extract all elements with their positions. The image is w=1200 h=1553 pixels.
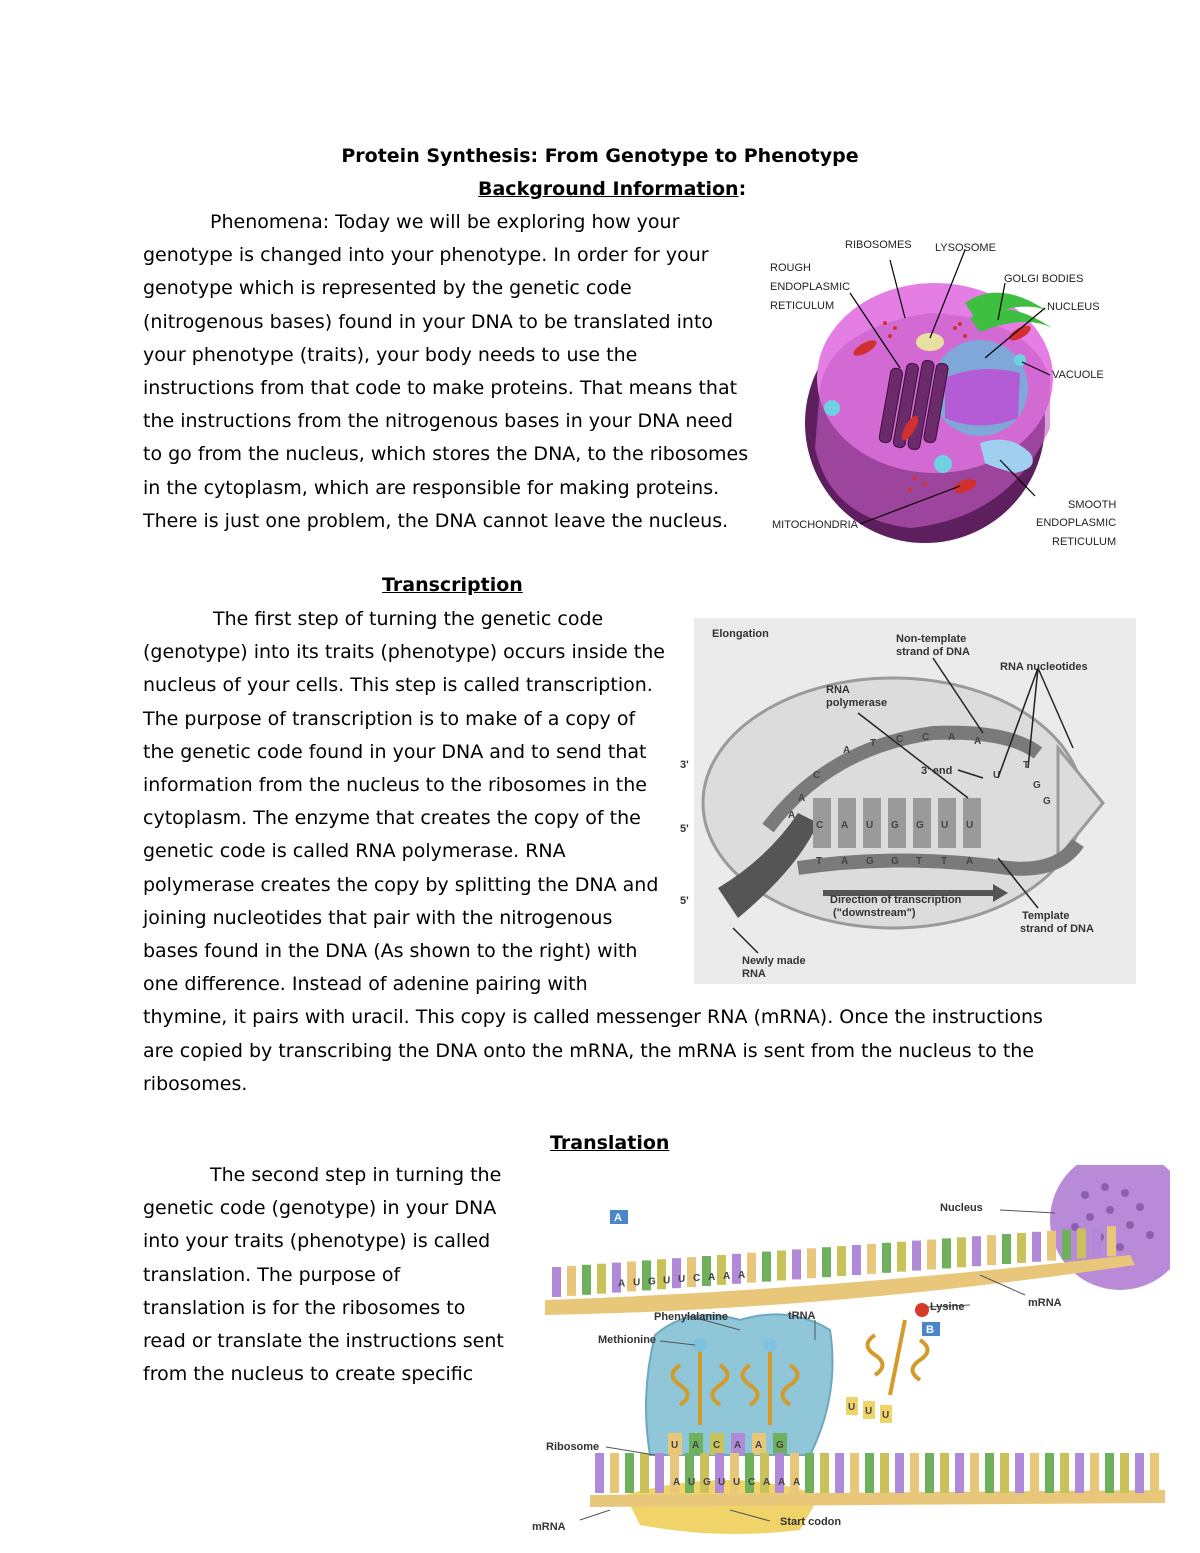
label-mitochondria: MITOCHONDRIA [772, 519, 858, 531]
mrna-nucleotide [625, 1453, 634, 1493]
mrna-nucleotide [640, 1453, 649, 1493]
free-anticodon-letter: U [848, 1402, 856, 1413]
label-rna-nucleotides: RNA nucleotides [1000, 661, 1088, 673]
top-codon-letter: U [678, 1274, 686, 1286]
mid-base: C [816, 820, 824, 831]
label-rough-er-3: RETICULUM [770, 300, 835, 312]
top-codon-letter: U [633, 1277, 641, 1289]
top-base: A [948, 732, 956, 743]
mrna-nucleotide [582, 1265, 591, 1295]
bottom-codon-letter: A [793, 1477, 801, 1488]
mrna-nucleotide [762, 1252, 771, 1282]
mrna-nucleotide [852, 1245, 861, 1275]
side-base: U [993, 770, 1001, 781]
animal-cell-diagram [760, 228, 1140, 558]
top-codon-letter: A [723, 1270, 731, 1282]
bottom-codon-letter: A [778, 1477, 786, 1488]
paragraph-line: Phenomena: Today we will be exploring how your [210, 211, 680, 233]
paragraph-line: ribosomes. [143, 1072, 248, 1095]
label-lysine: Lysine [930, 1301, 965, 1313]
mrna-nucleotide [1030, 1453, 1039, 1493]
paragraph-line: The purpose of transcription is to make of a copy of [143, 707, 636, 730]
mrna-nucleotide [985, 1453, 994, 1493]
mrna-nucleotide [1000, 1453, 1009, 1493]
paragraph-line: information from the nucleus to the ribosomes in the [143, 774, 647, 797]
background-paragraph [143, 206, 763, 538]
bottom-codon-letter: A [763, 1477, 771, 1488]
label-smooth-er-1: SMOOTH [1068, 499, 1117, 511]
mrna-nucleotide [867, 1244, 876, 1274]
top-codon-letter: A [738, 1269, 746, 1281]
label-nontemplate-1: Non-template [896, 633, 967, 645]
mrna-nucleotide [1017, 1233, 1026, 1263]
bottom-codon-letter: G [703, 1477, 711, 1488]
side-base: G [1033, 780, 1041, 791]
mrna-nucleotide [895, 1453, 904, 1493]
bottom-base: T [916, 856, 923, 867]
paragraph-line: the genetic code found in your DNA and to send that [143, 740, 647, 763]
paragraph-line: polymerase creates the copy by splitting the DNA and [143, 873, 659, 896]
mrna-nucleotide [927, 1240, 936, 1270]
label-rough-er-2: ENDOPLASMIC [770, 281, 851, 293]
label-phenylalanine: Phenylalanine [654, 1311, 728, 1323]
anticodon-letter: A [692, 1440, 700, 1451]
bottom-base: T [816, 856, 823, 867]
label-newly-made-1: Newly made [742, 955, 806, 967]
mid-base: G [916, 820, 924, 831]
paragraph-line: bases found in the DNA (As shown to the right) with [143, 940, 638, 963]
label-ribosomes: RIBOSOMES [845, 239, 912, 251]
label-smooth-er-3: RETICULUM [1052, 536, 1117, 548]
free-anticodon-letters [846, 1397, 892, 1423]
top-codon-letter: A [618, 1278, 626, 1290]
bottom-base: A [841, 856, 849, 867]
background-heading-colon: : [738, 178, 747, 200]
label-elongation: Elongation [712, 628, 769, 640]
mrna-nucleotide [822, 1247, 831, 1277]
page-title: Protein Synthesis: From Genotype to Phenotype [341, 145, 859, 167]
translation-heading: Translation [550, 1132, 670, 1154]
paragraph-line: There is just one problem, the DNA cannot leave the nucleus. [143, 509, 729, 532]
mrna-nucleotide [912, 1241, 921, 1271]
mrna-nucleotide [882, 1243, 891, 1273]
mrna-nucleotide [567, 1266, 576, 1296]
mrna-nucleotide [1002, 1234, 1011, 1264]
amino-acid-methionine [693, 1338, 707, 1352]
top-codon-letters [618, 1270, 745, 1290]
top-base: T [870, 738, 877, 749]
amino-acid-phenylalanine [763, 1338, 777, 1352]
label-rna-polymerase-2: polymerase [826, 697, 888, 709]
background-heading-text: Background Information [478, 178, 739, 200]
transcription-heading: Transcription [382, 574, 523, 596]
mrna-nucleotide [1107, 1226, 1116, 1256]
mrna-nucleotide [955, 1453, 964, 1493]
bottom-codon-letter: U [688, 1477, 696, 1488]
mid-base: U [941, 820, 949, 831]
paragraph-line: are copied by transcribing the DNA onto the mRNA, the mRNA is sent from the nucleus to the [143, 1039, 1035, 1062]
paragraph-line: one difference. Instead of adenine pairing with [143, 973, 588, 996]
paragraph-line: the instructions from the nitrogenous bases in your DNA need [143, 410, 733, 433]
label-mrna-top: mRNA [1028, 1297, 1062, 1309]
label-rough-er-1: ROUGH [770, 262, 811, 274]
mid-base: U [966, 820, 974, 831]
mrna-nucleotide [880, 1453, 889, 1493]
mrna-nucleotide [820, 1453, 829, 1493]
mrna-nucleotide [1015, 1453, 1024, 1493]
label-nontemplate-2: strand of DNA [896, 646, 970, 658]
bottom-codon-letters [673, 1477, 800, 1488]
paragraph-line: genotype is changed into your phenotype. In order for your [143, 244, 709, 267]
mrna-nucleotide [1077, 1229, 1086, 1259]
mrna-nucleotide [835, 1453, 844, 1493]
translation-paragraph [143, 1159, 523, 1391]
top-base: C [922, 732, 930, 743]
nucleus-core [945, 369, 1020, 426]
mrna-nucleotide [957, 1237, 966, 1267]
free-anticodon-letter: U [865, 1406, 873, 1417]
top-base: A [843, 745, 851, 756]
mrna-nucleotide [1075, 1453, 1084, 1493]
label-prime-5a: 5' [680, 823, 689, 835]
bottom-codon-letter: C [748, 1477, 756, 1488]
mid-base: A [841, 820, 849, 831]
side-base: A [788, 810, 796, 821]
translation-diagram [530, 1165, 1170, 1545]
mrna-nucleotide [1047, 1231, 1056, 1261]
label-ribosome: Ribosome [546, 1441, 600, 1453]
bottom-base: G [866, 856, 874, 867]
amino-acid-lysine [915, 1303, 929, 1317]
label-golgi: GOLGI BODIES [1004, 273, 1084, 285]
label-nucleus: NUCLEUS [1047, 301, 1100, 313]
label-direction-2: ("downstream") [833, 907, 916, 919]
box-a-label: A [614, 1212, 622, 1224]
mrna-nucleotide [1060, 1453, 1069, 1493]
mrna-nucleotide [1032, 1232, 1041, 1262]
box-b-label: B [926, 1324, 934, 1336]
top-codon-letter: G [648, 1276, 656, 1288]
paragraph-line: thymine, it pairs with uracil. This copy is called messenger RNA (mRNA). Once the instructions [143, 1006, 1043, 1029]
mrna-nucleotide [595, 1453, 604, 1493]
mrna-nucleotide [792, 1249, 801, 1279]
side-base: A [798, 793, 806, 804]
label-vacuole: VACUOLE [1052, 369, 1104, 381]
mid-base: U [866, 820, 874, 831]
label-nucleus: Nucleus [940, 1202, 983, 1214]
side-base: T [1023, 760, 1030, 771]
mrna-nucleotide [610, 1453, 619, 1493]
mrna-nucleotide [805, 1453, 814, 1493]
label-template-2: strand of DNA [1020, 923, 1094, 935]
bottom-base: T [941, 856, 948, 867]
mrna-nucleotide [1045, 1453, 1054, 1493]
mrna-nucleotide [655, 1453, 664, 1493]
lysosome-shape [916, 333, 944, 351]
anticodon-letter: U [671, 1440, 679, 1451]
mrna-nucleotide [747, 1253, 756, 1283]
mrna-nucleotide [925, 1453, 934, 1493]
mrna-nucleotide [1105, 1453, 1114, 1493]
transcription-diagram [678, 618, 1138, 986]
label-prime-5b: 5' [680, 895, 689, 907]
side-base: G [1043, 796, 1051, 807]
mrna-nucleotide [897, 1242, 906, 1272]
top-base: C [896, 734, 904, 745]
paragraph-line: translation. The purpose of [143, 1263, 401, 1286]
paragraph-line: genetic code (genotype) in your DNA [143, 1197, 497, 1220]
mrna-nucleotide [970, 1453, 979, 1493]
paragraph-line: (nitrogenous bases) found in your DNA to be translated into [143, 310, 714, 333]
anticodon-letter: A [755, 1440, 763, 1451]
paragraph-line: instructions from that code to make proteins. That means that [143, 377, 738, 400]
mrna-nucleotide [552, 1267, 561, 1297]
bottom-base: A [966, 856, 974, 867]
label-three-end: 3' end [921, 765, 953, 777]
mrna-nucleotide [942, 1238, 951, 1268]
label-lysosome: LYSOSOME [935, 242, 996, 254]
side-base: C [813, 770, 821, 781]
label-direction-1: Direction of transcription [830, 894, 962, 906]
label-trna: tRNA [788, 1310, 816, 1322]
label-prime-3: 3' [680, 759, 689, 771]
free-anticodon-letter: U [882, 1410, 890, 1421]
label-smooth-er-2: ENDOPLASMIC [1036, 517, 1117, 529]
paragraph-line: nucleus of your cells. This step is called transcription. [143, 674, 653, 697]
mrna-nucleotide [972, 1236, 981, 1266]
paragraph-line: (genotype) into its traits (phenotype) occurs inside the [143, 641, 665, 664]
mrna-nucleotide [940, 1453, 949, 1493]
background-heading [478, 178, 746, 200]
mrna-nucleotide [987, 1235, 996, 1265]
paragraph-line: The second step in turning the [210, 1164, 502, 1186]
bottom-base: G [891, 856, 899, 867]
mrna-nucleotide [1062, 1230, 1071, 1260]
top-codon-letter: A [708, 1272, 716, 1283]
mrna-nucleotide [1150, 1453, 1159, 1493]
mrna-nucleotide [865, 1453, 874, 1493]
paragraph-line: your phenotype (traits), your body needs to use the [143, 343, 638, 366]
paragraph-line: from the nucleus to create specific [143, 1363, 474, 1386]
bottom-codon-letter: A [673, 1477, 681, 1488]
label-mrna-bottom: mRNA [532, 1521, 566, 1533]
paragraph-line: The first step of turning the genetic code [213, 608, 604, 630]
paragraph-line: in the cytoplasm, which are responsible for making proteins. [143, 476, 720, 499]
paragraph-line: to go from the nucleus, which stores the DNA, to the ribosomes [143, 443, 749, 466]
mrna-nucleotide [807, 1248, 816, 1278]
paragraph-line: cytoplasm. The enzyme that creates the copy of the [143, 807, 641, 830]
paragraph-line: into your traits (phenotype) is called [143, 1230, 491, 1253]
paragraph-line: read or translate the instructions sent [143, 1330, 504, 1353]
label-newly-made-2: RNA [742, 968, 766, 980]
top-base: A [974, 736, 982, 747]
mrna-nucleotide [910, 1453, 919, 1493]
label-start-codon: Start codon [780, 1516, 842, 1528]
paragraph-line: genotype which is represented by the genetic code [143, 277, 632, 300]
mrna-nucleotide [1090, 1453, 1099, 1493]
bottom-codon-letter: U [733, 1477, 741, 1488]
anticodon-letter: G [776, 1440, 784, 1451]
mid-base: G [891, 820, 899, 831]
paragraph-line: joining nucleotides that pair with the nitrogenous [143, 906, 613, 929]
label-methionine: Methionine [598, 1334, 657, 1346]
label-template-1: Template [1022, 910, 1070, 922]
bottom-codon-letter: U [718, 1477, 726, 1488]
anticodon-letter: A [734, 1440, 742, 1451]
label-rna-polymerase-1: RNA [826, 684, 850, 696]
mrna-nucleotide [837, 1246, 846, 1276]
mrna-nucleotide [850, 1453, 859, 1493]
top-codon-letter: C [693, 1273, 701, 1285]
mrna-nucleotide [1135, 1453, 1144, 1493]
mrna-nucleotide [1120, 1453, 1129, 1493]
paragraph-line: translation is for the ribosomes to [143, 1296, 466, 1319]
top-codon-letter: U [663, 1275, 671, 1287]
anticodon-letter: C [713, 1440, 721, 1451]
mrna-nucleotide [777, 1251, 786, 1281]
paragraph-line: genetic code is called RNA polymerase. RNA [143, 840, 566, 863]
mrna-nucleotide [1092, 1227, 1101, 1257]
mrna-nucleotide [597, 1264, 606, 1294]
